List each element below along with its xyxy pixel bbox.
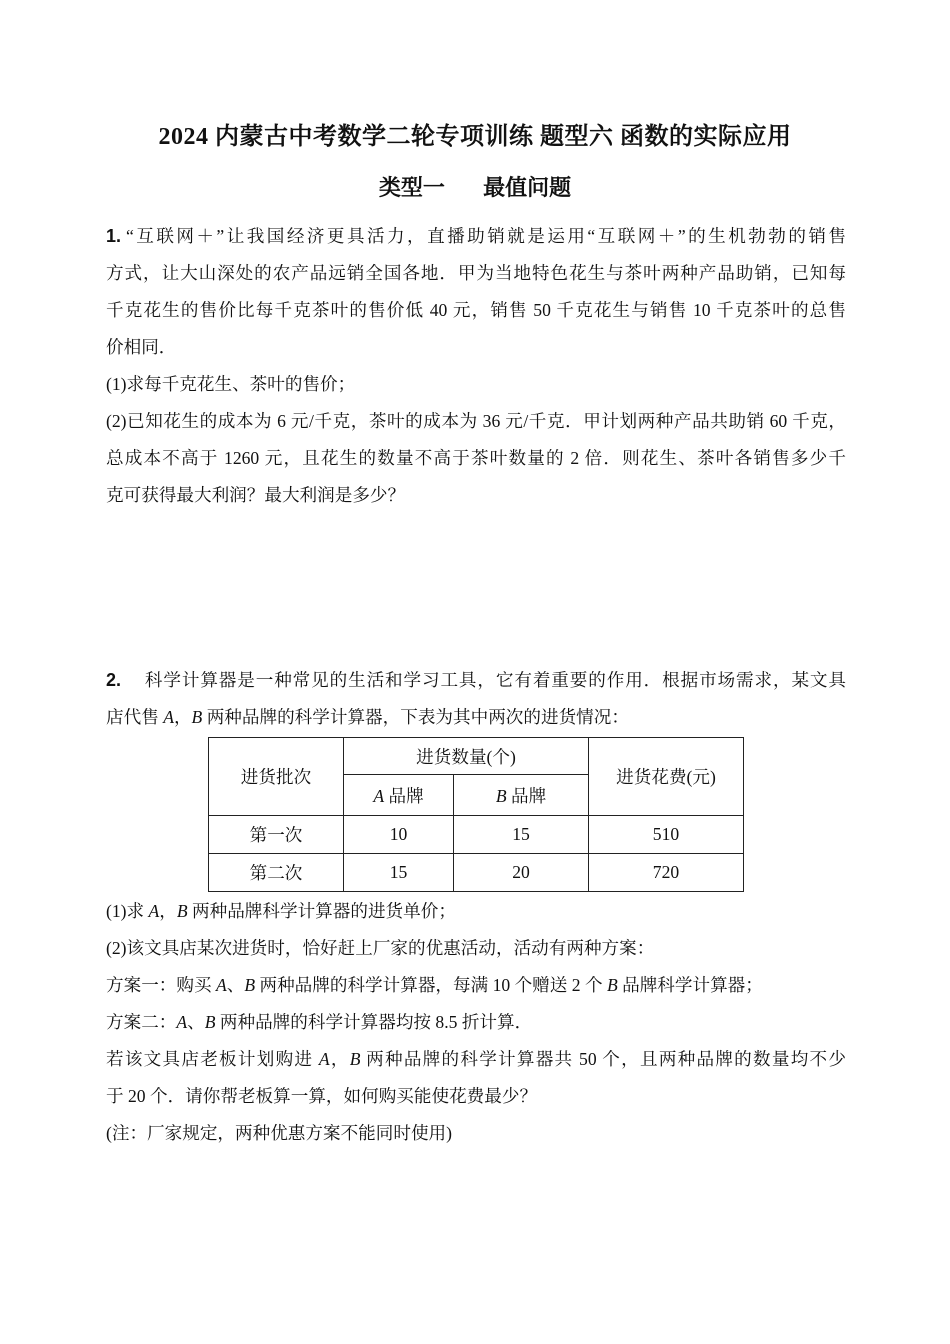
text-segment: (1)求 A，B 两种品牌科学计算器的进货单价； [106,901,456,921]
table-header-brand-a: A 品牌 [344,775,454,816]
table-row [209,854,744,892]
text-line [106,1115,846,1152]
cell-batch: 第一次 [209,816,344,854]
table-header-cost: 进货花费(元) [589,738,744,816]
cell-cost: 510 [589,816,744,854]
text-segment: 店代售 A，B 两种品牌的科学计算器，下表为其中两次的进货情况： [106,707,629,727]
text-line [106,1004,846,1041]
text-segment: 若该文具店老板计划购进 A，B 两种品牌的科学计算器共 50 个，且两种品牌的数量均不少 [106,1049,846,1069]
cell-brand-b-qty: 15 [454,816,589,854]
text-line [106,292,846,329]
subtitle-topic-label: 最值问题 [483,175,572,200]
text-line [106,967,846,1004]
text-line [106,699,846,736]
text-line [106,1078,846,1115]
text-line [106,930,846,967]
text-segment: 克可获得最大利润？最大利润是多少？ [106,485,406,505]
text-segment: 科学计算器是一种常见的生活和学习工具，它有着重要的作用．根据市场需求，某文具 [144,670,846,690]
problem-1 [106,218,846,514]
text-segment: 方式，让大山深处的农产品远销全国各地．甲为当地特色花生与茶叶两种产品助销，已知每 [106,263,846,283]
section-subtitle [0,168,950,208]
text-line [106,218,846,255]
text-line [106,403,846,440]
text-line [106,366,846,403]
text-segment: 千克花生的售价比每千克茶叶的售价低 40 元，销售 50 千克花生与销售 10 千克茶叶的总售 [106,300,846,320]
problem-2-intro [106,662,846,736]
text-line [106,440,846,477]
document-title: 2024 内蒙古中考数学二轮专项训练 题型六 函数的实际应用 [158,124,792,150]
table-header-quantity: 进货数量(个) [344,738,589,775]
text-segment: (2)已知花生的成本为 6 元/千克，茶叶的成本为 36 元/千克．甲计划两种产品共助销 60 千克， [106,411,846,431]
text-line [106,893,846,930]
text-line [106,329,846,366]
subtitle-type-label: 类型一 [378,175,445,200]
text-line [106,255,846,292]
text-segment: (注：厂家规定，两种优惠方案不能同时使用) [106,1123,453,1143]
problem-2-questions [106,893,846,1152]
text-line [106,1041,846,1078]
problem-2-number: 2. [106,670,122,690]
cell-brand-a-qty: 15 [344,854,454,892]
text-line [106,662,846,699]
text-segment: 价相同． [106,337,177,357]
text-segment: (2)该文具店某次进货时，恰好赶上厂家的优惠活动，活动有两种方案： [106,938,655,958]
table-header-batch: 进货批次 [209,738,344,816]
text-segment: “互联网＋”让我国经济更具活力，直播助销就是运用“互联网＋”的生机勃勃的销售 [126,226,846,246]
cell-cost: 720 [589,854,744,892]
text-segment: 总成本不高于 1260 元，且花生的数量不高于茶叶数量的 2 倍．则花生、茶叶各销售多少千 [106,448,846,468]
cell-brand-b-qty: 20 [454,854,589,892]
cell-batch: 第二次 [209,854,344,892]
text-segment: 于 20 个．请你帮老板算一算，如何购买能使花费最少？ [106,1086,538,1106]
text-segment: 方案一：购买 A、B 两种品牌的科学计算器，每满 10 个赠送 2 个 B 品牌科学计算器； [106,975,763,995]
table-header-brand-b: B 品牌 [454,775,589,816]
table-header-row [209,738,744,775]
text-line [106,477,846,514]
cell-brand-a-qty: 10 [344,816,454,854]
problem-1-number: 1. [106,226,122,246]
text-segment: 方案二：A、B 两种品牌的科学计算器均按 8.5 折计算． [106,1012,533,1032]
text-segment: (1)求每千克花生、茶叶的售价； [106,374,356,394]
table-row [209,816,744,854]
purchase-table [208,737,744,892]
